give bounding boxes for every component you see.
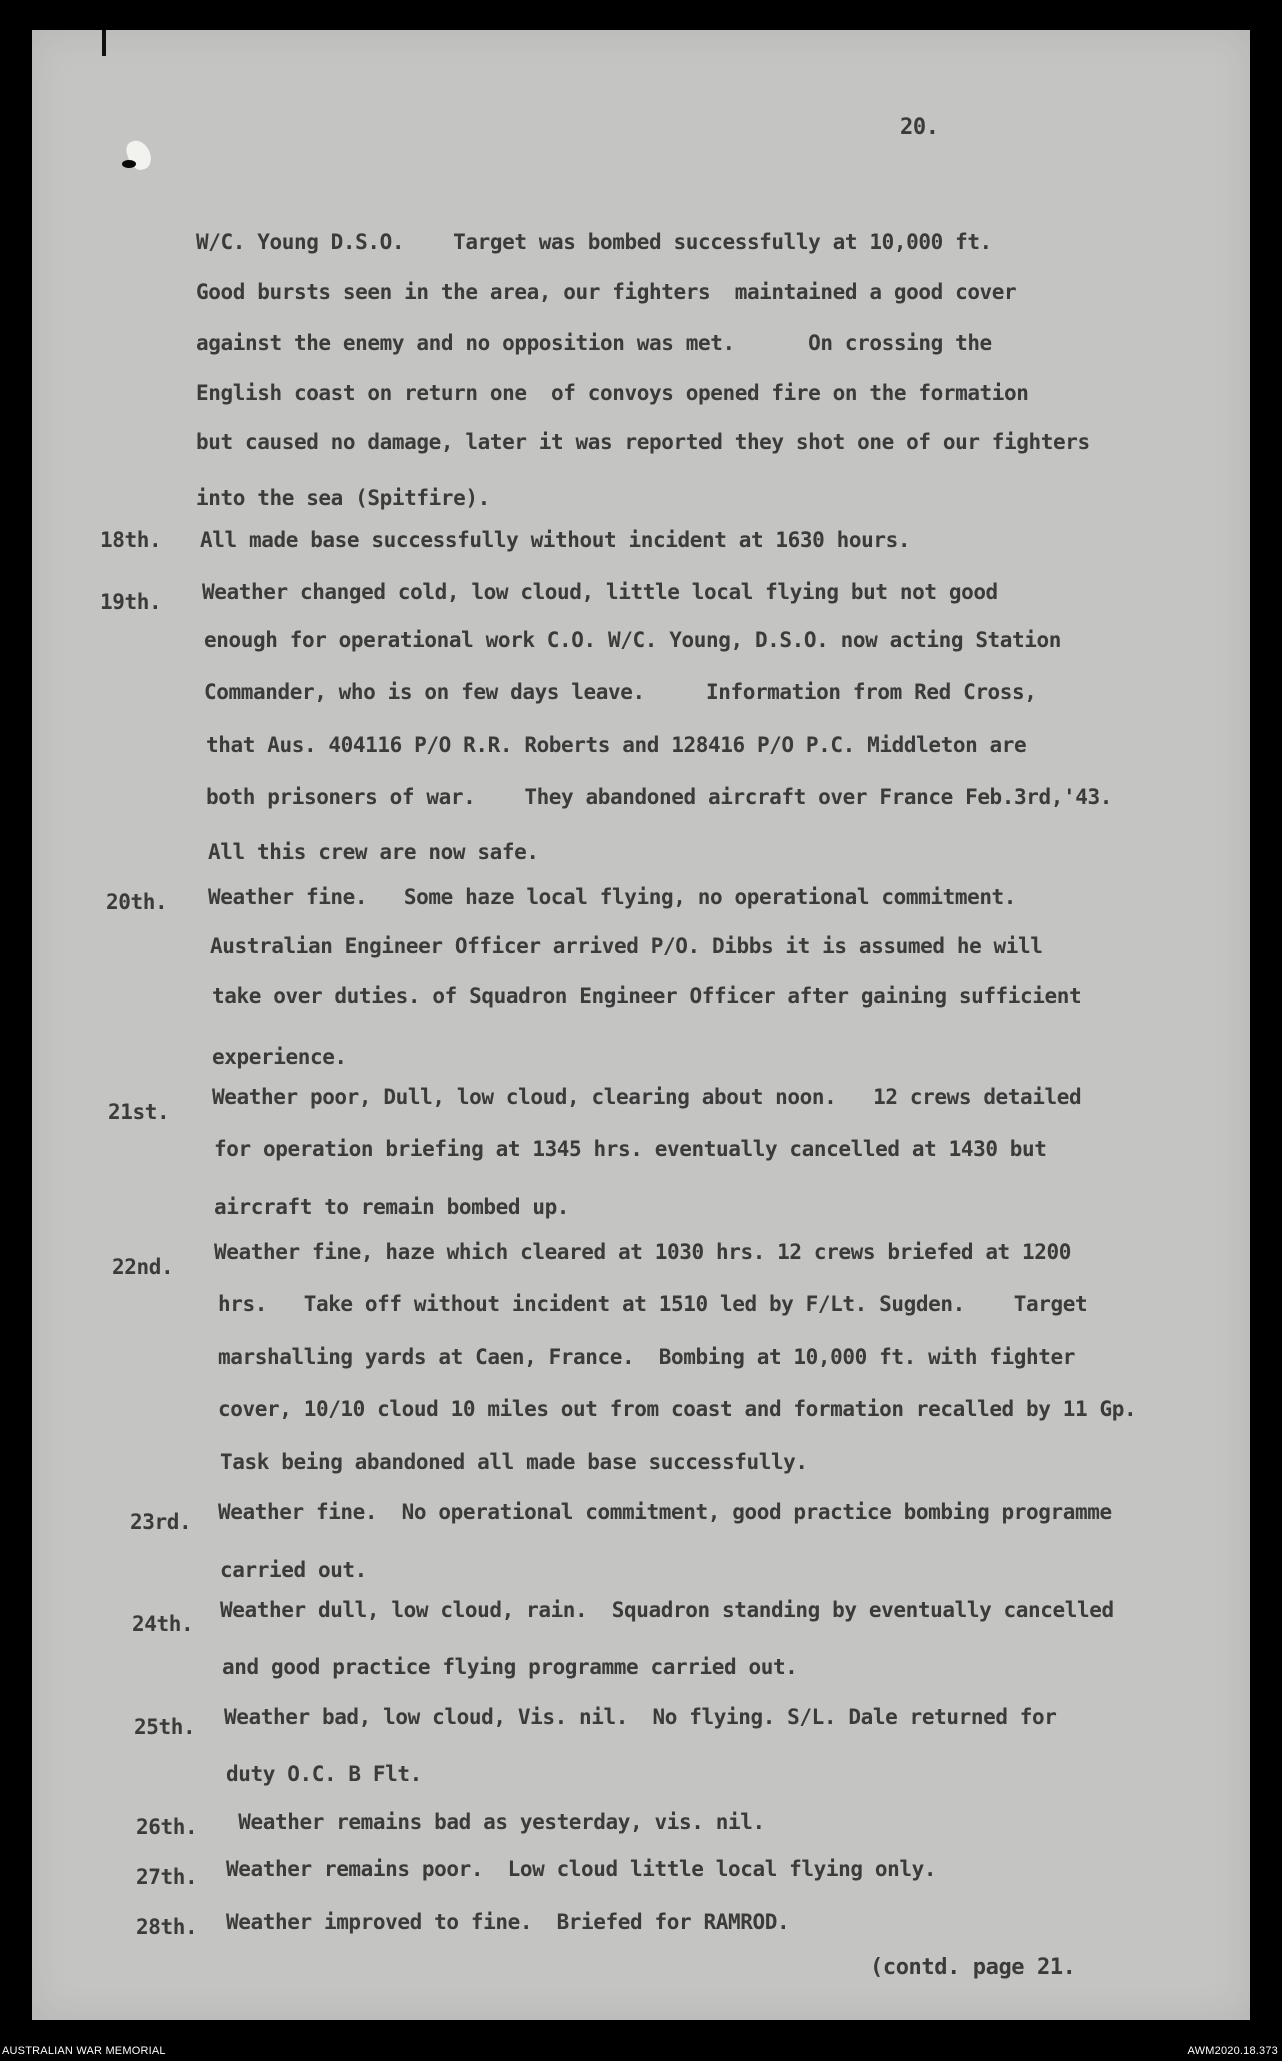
intro-line: W/C. Young D.S.O. Target was bombed successfully at 10,000 ft. bbox=[196, 230, 992, 254]
entry-line: experience. bbox=[212, 1045, 347, 1069]
entry-line: Weather remains bad as yesterday, vis. nil. bbox=[226, 1810, 765, 1834]
intro-line: into the sea (Spitfire). bbox=[196, 486, 490, 510]
entry-date: 24th. bbox=[132, 1612, 194, 1636]
entry-line: Weather bad, low cloud, Vis. nil. No flying. S/L. Dale returned for bbox=[224, 1705, 1057, 1729]
entry-date: 23rd. bbox=[130, 1510, 192, 1534]
entry-line: Weather poor, Dull, low cloud, clearing about noon. 12 crews detailed bbox=[212, 1085, 1082, 1109]
entry-line: Task being abandoned all made base successfully. bbox=[220, 1450, 808, 1474]
entry-line: Commander, who is on few days leave. Information from Red Cross, bbox=[204, 680, 1037, 704]
continuation-note: (contd. page 21. bbox=[870, 1955, 1076, 1980]
entry-line: Weather fine. Some haze local flying, no operational commitment. bbox=[208, 885, 1017, 909]
entry-line: Weather changed cold, low cloud, little local flying but not good bbox=[202, 580, 998, 604]
entry-date: 26th. bbox=[136, 1815, 198, 1839]
entry-line: All made base successfully without incident at 1630 hours. bbox=[200, 528, 911, 552]
entry-line: hrs. Take off without incident at 1510 led by F/Lt. Sugden. Target bbox=[218, 1292, 1088, 1316]
entry-date: 25th. bbox=[134, 1715, 196, 1739]
intro-line: Good bursts seen in the area, our fighters maintained a good cover bbox=[196, 280, 1017, 304]
pin-mark bbox=[102, 30, 106, 56]
entry-line: Weather improved to fine. Briefed for RAMROD. bbox=[226, 1910, 790, 1934]
entry-line: Australian Engineer Officer arrived P/O. Dibbs it is assumed he will bbox=[210, 934, 1043, 958]
entry-line: for operation briefing at 1345 hrs. eventually cancelled at 1430 but bbox=[214, 1137, 1047, 1161]
entry-line: Weather dull, low cloud, rain. Squadron standing by eventually cancelled bbox=[220, 1598, 1114, 1622]
entry-date: 20th. bbox=[106, 890, 168, 914]
intro-line: English coast on return one of convoys opened fire on the formation bbox=[196, 381, 1029, 405]
entry-date: 27th. bbox=[136, 1865, 198, 1889]
entry-line: both prisoners of war. They abandoned aircraft over France Feb.3rd,'43. bbox=[206, 785, 1112, 809]
entry-line: All this crew are now safe. bbox=[208, 840, 539, 864]
entry-date: 22nd. bbox=[112, 1255, 174, 1279]
entry-line: enough for operational work C.O. W/C. Young, D.S.O. now acting Station bbox=[204, 628, 1062, 652]
entry-date: 28th. bbox=[136, 1915, 198, 1939]
entry-line: Weather fine. No operational commitment, good practice bombing programme bbox=[218, 1500, 1112, 1524]
torn-hole-shadow bbox=[122, 160, 136, 168]
entry-line: Weather remains poor. Low cloud little local flying only. bbox=[226, 1857, 937, 1881]
entry-line: that Aus. 404116 P/O R.R. Roberts and 128416 P/O P.C. Middleton are bbox=[206, 733, 1027, 757]
page-number: 20. bbox=[900, 115, 939, 140]
entry-date: 18th. bbox=[100, 528, 162, 552]
entry-line: cover, 10/10 cloud 10 miles out from coast and formation recalled by 11 Gp. bbox=[218, 1397, 1137, 1421]
entry-date: 21st. bbox=[108, 1100, 170, 1124]
entry-line: Weather fine, haze which cleared at 1030 hrs. 12 crews briefed at 1200 bbox=[214, 1240, 1072, 1264]
entry-line: and good practice flying programme carried out. bbox=[222, 1655, 798, 1679]
intro-line: but caused no damage, later it was reported they shot one of our fighters bbox=[196, 430, 1090, 454]
entry-line: carried out. bbox=[220, 1558, 367, 1582]
entry-line: duty O.C. B Flt. bbox=[226, 1762, 422, 1786]
intro-line: against the enemy and no opposition was met. On crossing the bbox=[196, 331, 992, 355]
entry-line: take over duties. of Squadron Engineer Officer after gaining sufficient bbox=[212, 984, 1082, 1008]
archive-credit: AUSTRALIAN WAR MEMORIAL bbox=[2, 2045, 166, 2057]
entry-line: marshalling yards at Caen, France. Bombing at 10,000 ft. with fighter bbox=[218, 1345, 1076, 1369]
archive-reference: AWM2020.18.373 bbox=[1187, 2045, 1278, 2057]
entry-date: 19th. bbox=[100, 590, 162, 614]
entry-line: aircraft to remain bombed up. bbox=[214, 1195, 570, 1219]
